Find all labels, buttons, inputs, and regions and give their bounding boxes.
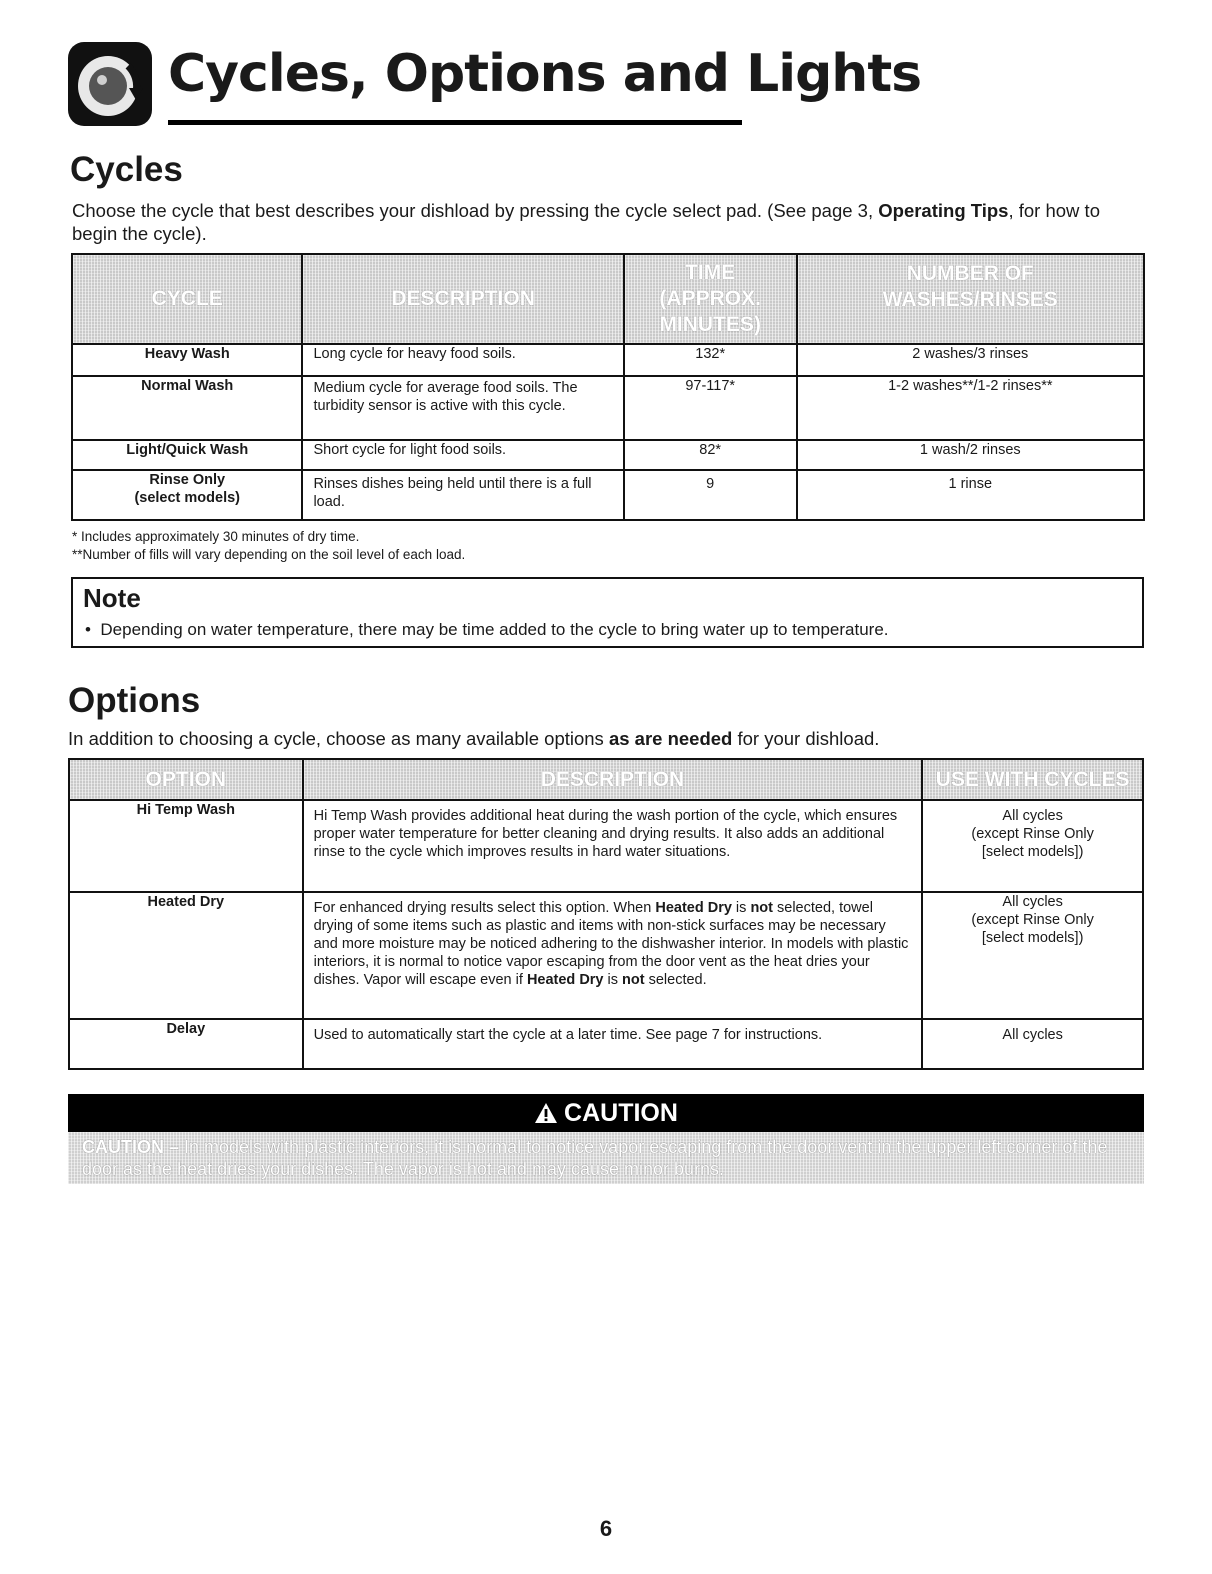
cycle-washes: 1-2 washes**/1-2 rinses**	[797, 376, 1144, 440]
table-row	[69, 800, 1143, 892]
cycle-time: 9	[624, 470, 797, 520]
cycle-description: Medium cycle for average food soils. The turbidity sensor is active with this cycle.	[302, 376, 623, 440]
cycle-name: Rinse Only (select models)	[72, 470, 302, 520]
caution-banner	[68, 1094, 1144, 1132]
cycles-header-row	[72, 254, 1144, 344]
cycle-washes: 2 washes/3 rinses	[797, 344, 1144, 376]
cycle-name: Light/Quick Wash	[72, 440, 302, 470]
options-heading: Options	[68, 681, 201, 720]
note-box	[71, 577, 1144, 648]
option-description: For enhanced drying results select this option. When Heated Dry is not selected, towel drying of some items such as plastic and items with non-stick surfaces may be necessary and more moisture may be noticed adhering to the dishwasher interior. In models with plastic interiors, it is normal to notice vapor escaping from the door vent as the heat dries your dishes. Vapor will escape even if Heated Dry is not selected.	[303, 892, 923, 1019]
col-header-description: DESCRIPTION	[302, 254, 623, 344]
options-intro: In addition to choosing a cycle, choose as many available options as are needed for your dishload.	[68, 728, 880, 749]
note-title: Note	[83, 583, 141, 613]
cycles-table	[71, 253, 1145, 521]
cycle-time: 132*	[624, 344, 797, 376]
col-header-use-with-cycles: USE WITH CYCLES	[922, 759, 1143, 800]
table-row	[72, 376, 1144, 440]
footnote-dry-time: * Includes approximately 30 minutes of dry time.	[72, 529, 360, 544]
page-number: 6	[599, 1516, 613, 1541]
cycle-washes: 1 rinse	[797, 470, 1144, 520]
option-name: Hi Temp Wash	[69, 800, 303, 892]
table-row	[69, 892, 1143, 1019]
cycle-time: 82*	[624, 440, 797, 470]
option-description: Hi Temp Wash provides additional heat during the wash portion of the cycle, which ensures proper water temperature for better cleaning and drying results. It also adds an additional rinse to the cycle which improves results in hard water situations.	[303, 800, 923, 892]
dishwasher-cycle-icon	[68, 42, 152, 126]
warning-triangle-icon	[534, 1097, 558, 1135]
table-row	[69, 1019, 1143, 1069]
cycles-heading: Cycles	[70, 150, 183, 189]
cycle-description: Rinses dishes being held until there is a full load.	[302, 470, 623, 520]
col-header-time: TIME (APPROX. MINUTES)	[624, 254, 797, 344]
option-use-with: All cycles (except Rinse Only [select models])	[922, 892, 1143, 1019]
col-header-cycle: CYCLE	[72, 254, 302, 344]
cycle-name: Normal Wash	[72, 376, 302, 440]
options-header-row	[69, 759, 1143, 800]
col-header-washes: NUMBER OF WASHES/RINSES	[797, 254, 1144, 344]
cycle-name: Heavy Wash	[72, 344, 302, 376]
col-header-option: OPTION	[69, 759, 303, 800]
cycles-intro: Choose the cycle that best describes your dishload by pressing the cycle select pad. (See page 3, Operating Tips, for how to begin the cycle).	[72, 200, 1100, 244]
table-row	[72, 470, 1144, 520]
table-row	[72, 440, 1144, 470]
option-use-with: All cycles (except Rinse Only [select models])	[922, 800, 1143, 892]
caution-text: CAUTION – In models with plastic interiors, it is normal to notice vapor escaping from the door vent in the upper left corner of the door as the heat dries your dishes. The vapor is hot and may cause minor burns.	[68, 1132, 1144, 1184]
footnote-fills: **Number of fills will vary depending on the soil level of each load.	[72, 547, 466, 562]
col-header-option-description: DESCRIPTION	[303, 759, 923, 800]
option-name: Heated Dry	[69, 892, 303, 1019]
page-title: Cycles, Options and Lights	[168, 38, 742, 125]
cycle-description: Short cycle for light food soils.	[302, 440, 623, 470]
options-table	[68, 758, 1144, 1070]
option-description: Used to automatically start the cycle at a later time. See page 7 for instructions.	[303, 1019, 923, 1069]
option-use-with: All cycles	[922, 1019, 1143, 1069]
note-bullet: • Depending on water temperature, there may be time added to the cycle to bring water up to temperature.	[85, 620, 889, 639]
table-row	[72, 344, 1144, 376]
caution-label: CAUTION	[564, 1099, 678, 1127]
cycle-description: Long cycle for heavy food soils.	[302, 344, 623, 376]
cycle-washes: 1 wash/2 rinses	[797, 440, 1144, 470]
cycle-time: 97-117*	[624, 376, 797, 440]
cycle-name-sub: (select models)	[134, 490, 241, 506]
option-name: Delay	[69, 1019, 303, 1069]
